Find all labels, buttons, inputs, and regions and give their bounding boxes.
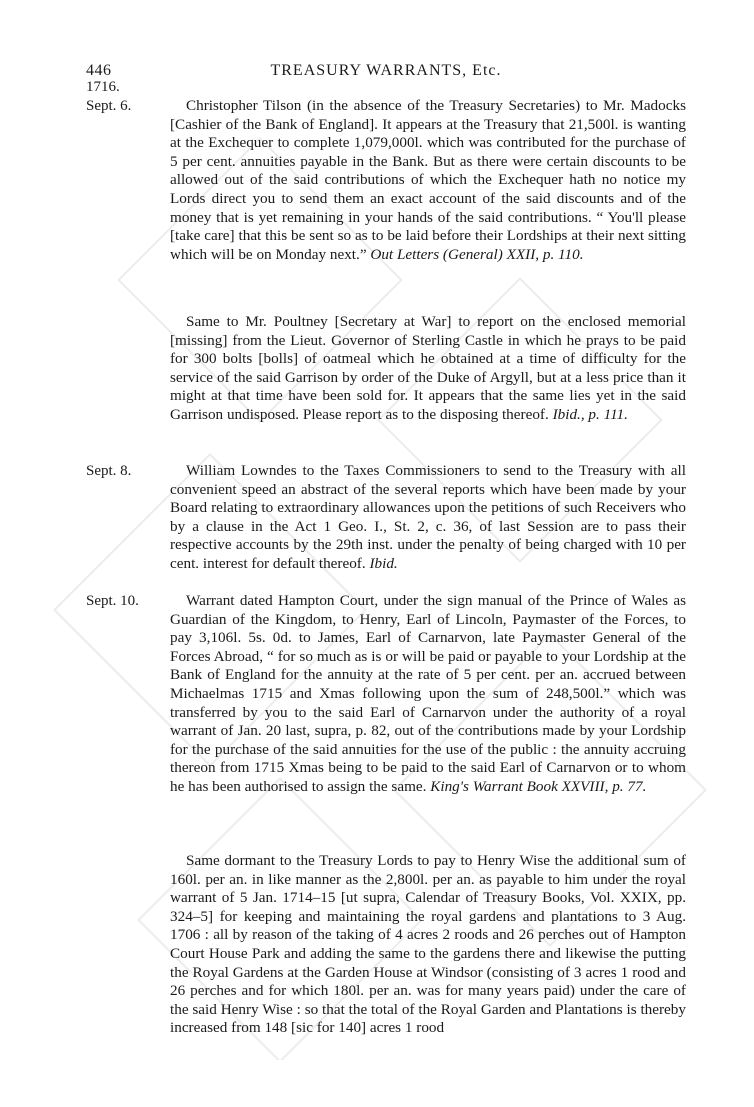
entry-body: Same to Mr. Poultney [Secretary at War] to report on the enclosed memorial [missing] from the Lieut. Governor of Sterling Castle in which he prays to be paid for 300 bolts [bolls] of oatmeal which he obtained at a time of difficulty for the service of the said Garrison by order of the Duke of Argyll, but at a less price than it might at that time have been sold for. It appears that the same lies yet in the said Garrison undisposed. Please report as to the disposing thereof. [170,313,686,423]
entry-text [170,852,686,1038]
entry-body: William Lowndes to the Taxes Commissioners to send to the Treasury with all convenient speed an abstract of the several reports which have been made by your Board relating to extraordinary allowances upon the petitions of such Receivers who by a clause in the Act 1 Geo. I., St. 2, c. 36, of last Session are to pass their respective accounts by the 29th inst. under the penalty of being charged with 10 per cent. interest for default thereof. [170,462,686,572]
running-head: TREASURY WARRANTS, Etc. [270,62,502,79]
entry-sept-6 [86,97,686,264]
year-label: 1716. [86,79,120,95]
entry-sept-10 [86,592,686,797]
entry-poultney [86,313,686,425]
entry-text [170,592,686,797]
entry-henry-wise [86,852,686,1038]
entry-body: Same dormant to the Treasury Lords to pay to Henry Wise the additional sum of 160l. per an. in like manner as the 2,800l. per an. as payable to him under the royal warrant of 5 Jan. 1714–15 [ut supra, Calendar of Treasury Books, Vol. XXIX, pp. 324–5] for keeping and maintaining the royal gardens and plantations to 3 Aug. 1706 : all by reason of the taking of 4 acres 2 roods and 26 perches out of Hampton Court House Park and adding the same to the gardens there and likewise the putting the Royal Gardens at the Garden House at Windsor (consisting of 3 acres 1 rood and 26 perches and for which 180l. per an. was for many years paid) under the care of the said Henry Wise : so that the total of the Royal Garden and Plantations is thereby increased from 148 [sic for 140] acres 1 rood [170,852,686,1037]
entry-reference: Ibid., p. 111. [552,405,628,423]
entry-body: Warrant dated Hampton Court, under the sign manual of the Prince of Wales as Guardian of the Kingdom, to Henry, Earl of Lincoln, Paymaster of the Forces, to pay 3,106l. 5s. 0d. to James, Earl of Carnarvon, late Paymaster General of the Forces Abroad, “ for so much as is or will be paid or payable to your Lordship at the Bank of England for the annuity at the rate of 5 per cent. per an. accrued between Michaelmas 1715 and Xmas following upon the sum of 248,500l.” which was transferred by you to the said Earl of Carnarvon under the authority of a royal warrant of Jan. 20 last, supra, p. 82, out of the contributions made by your Lordship for the purchase of the said annuities for the use of the public : the annuity accruing thereon from 1715 Xmas being to be paid to the said Earl of Carnarvon or to whom he has been authorised to assign the same. [170,592,686,795]
entry-date: Sept. 6. [86,98,132,114]
entry-text [170,462,686,574]
entry-reference: King's Warrant Book XXVIII, p. 77. [430,777,647,795]
entry-text [170,313,686,425]
page-number: 446 [86,62,112,79]
entry-date: Sept. 8. [86,463,132,479]
entry-body: Christopher Tilson (in the absence of the Treasury Secretaries) to Mr. Madocks [Cashier of the Bank of England]. It appears at the Treasury that 21,500l. is wanting at the Exchequer to complete 1,079,000l. which was contributed for the purchase of 5 per cent. annuities payable in the Bank. But as there were certain discounts to be allowed out of the said contributions of which the Exchequer hath no notice my Lords direct you to send them an exact account of the said discounts and of the money that is yet remaining in your hands of the said contributions. “ You'll please [take care] that this be sent so as to be laid before their Lordships at their next sitting which will be on Monday next.” [170,97,686,263]
entry-text [170,97,686,264]
entry-reference: Ibid. [369,554,398,572]
entry-sept-8 [86,462,686,574]
entry-date: Sept. 10. [86,593,139,609]
entry-reference: Out Letters (General) XXII, p. 110. [370,245,584,263]
